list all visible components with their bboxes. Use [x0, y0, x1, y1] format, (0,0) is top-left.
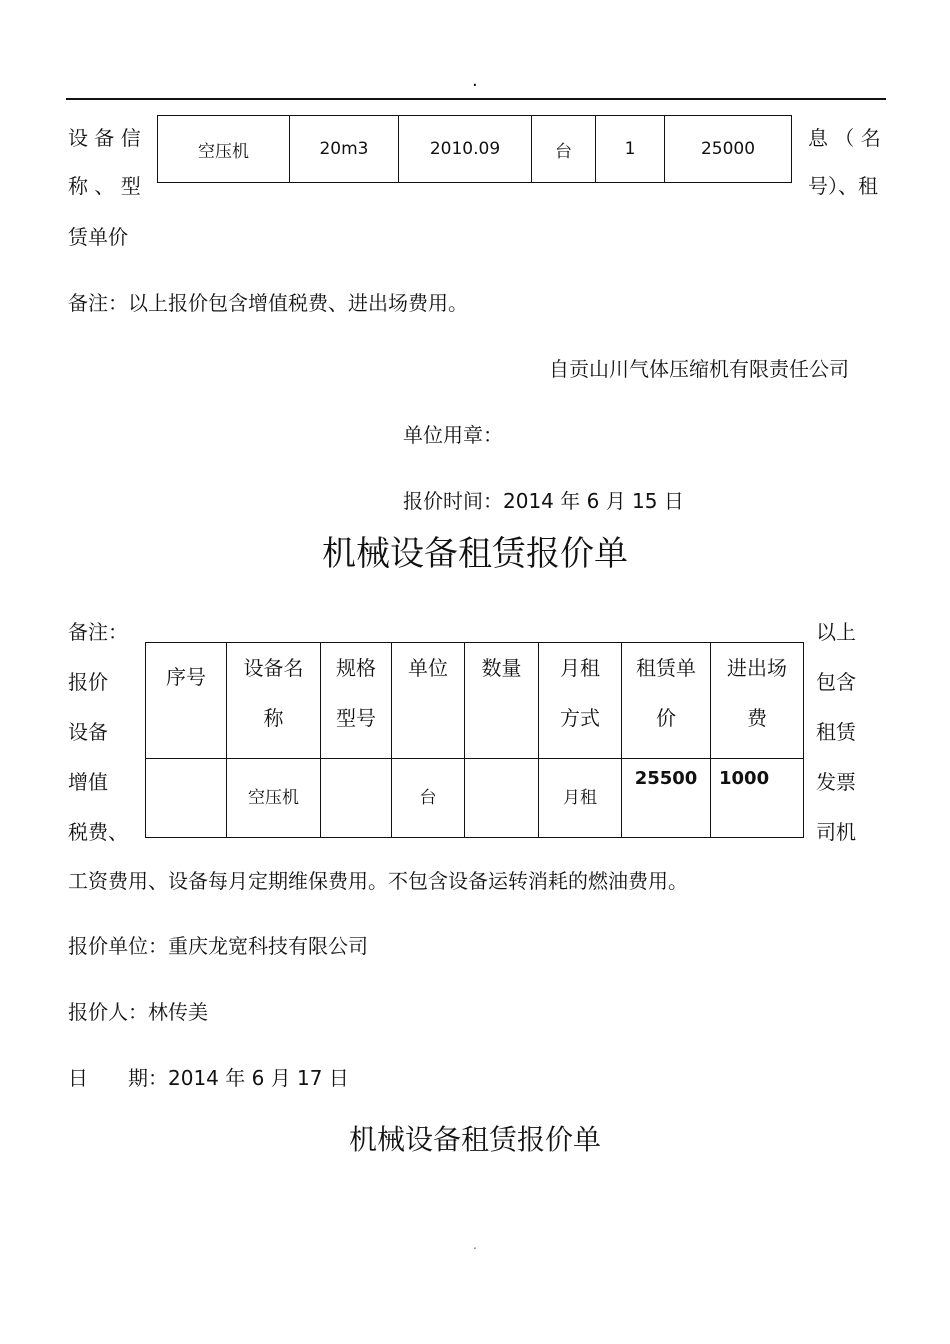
- s2-right-line-2: 包含: [816, 670, 856, 694]
- th-line: 数量: [481, 656, 522, 680]
- s1-right-line-2: 号）、租: [808, 174, 878, 198]
- header-mark: .: [472, 70, 478, 91]
- th-rent-method: [539, 643, 622, 759]
- th-line: 型号: [336, 706, 376, 730]
- th-index: [146, 643, 227, 759]
- th-line: 规格: [336, 656, 376, 680]
- s2-quoter-unit: 报价单位：重庆龙宽科技有限公司: [68, 934, 368, 958]
- th-line: 设备名: [243, 656, 304, 680]
- cell-date: 2010.09: [399, 116, 532, 183]
- header-rule: [66, 98, 886, 100]
- s2-right-line-1: 以上: [816, 620, 856, 644]
- td-rent-price: 25500: [622, 759, 711, 838]
- s1-seal-label: 单位用章：: [403, 423, 503, 447]
- s2-left-line-4: 增值: [68, 770, 108, 794]
- s1-left-line-2: 称 、 型: [68, 174, 141, 198]
- th-line: 称: [263, 706, 284, 730]
- th-transport-fee: [711, 643, 804, 759]
- s2-quoter-person: 报价人：林传美: [68, 1000, 208, 1024]
- s1-date: 报价时间：2014 年 6 月 15 日: [403, 489, 684, 513]
- td-transport-fee: 1000: [711, 759, 804, 838]
- page-title: 机械设备租赁报价单: [322, 534, 628, 574]
- th-line: 进出场: [727, 656, 787, 680]
- td-unit: 台: [392, 759, 465, 838]
- section-title: 机械设备租赁报价单: [348, 1123, 601, 1156]
- s2-left-line-2: 报价: [68, 670, 108, 694]
- cell-price: 25000: [665, 116, 792, 183]
- s2-left-line-5: 税费、: [68, 820, 128, 844]
- th-line: 方式: [560, 706, 600, 730]
- th-line: 租赁单: [636, 656, 696, 680]
- th-unit: [392, 643, 465, 759]
- s2-left-line-3: 设备: [68, 720, 108, 744]
- quotation-table: [145, 642, 804, 838]
- th-rent-price: [622, 643, 711, 759]
- td-index: [146, 759, 227, 838]
- s2-right-line-5: 司机: [816, 820, 856, 844]
- th-line: 月租: [560, 656, 600, 680]
- th-line: 费: [747, 706, 767, 730]
- th-spec: [321, 643, 392, 759]
- cell-equipment-name: 空压机: [158, 116, 290, 183]
- td-rent-method: 月租: [539, 759, 622, 838]
- cell-spec: 20m3: [290, 116, 399, 183]
- footer-mark: .: [473, 1238, 477, 1252]
- th-quantity: [465, 643, 539, 759]
- equipment-table-1: [157, 115, 792, 183]
- table-header-row: [146, 643, 804, 759]
- s1-left-line-3: 赁单价: [68, 225, 128, 249]
- s1-left-line-1: 设 备 信: [68, 126, 141, 150]
- table-row: [158, 116, 792, 183]
- th-equipment-name: [227, 643, 321, 759]
- s2-left-line-1: 备注：: [68, 620, 128, 644]
- s2-right-line-4: 发票: [816, 770, 856, 794]
- td-quantity: [465, 759, 539, 838]
- s2-right-line-3: 租赁: [816, 720, 856, 744]
- s2-remark-continued: 工资费用、设备每月定期维保费用。不包含设备运转消耗的燃油费用。: [68, 869, 688, 893]
- s1-company: 自贡山川气体压缩机有限责任公司: [549, 357, 849, 381]
- s1-remark: 备注：以上报价包含增值税费、进出场费用。: [68, 291, 468, 315]
- td-spec: [321, 759, 392, 838]
- cell-unit: 台: [532, 116, 596, 183]
- th-index-text: 序号: [166, 665, 206, 689]
- s2-date: 日 期：2014 年 6 月 17 日: [68, 1066, 349, 1090]
- s1-right-line-1: 息 （ 名: [808, 126, 881, 150]
- th-line: 价: [656, 706, 676, 730]
- td-equipment-name: 空压机: [227, 759, 321, 838]
- cell-quantity: 1: [596, 116, 665, 183]
- table-row: [146, 759, 804, 838]
- th-line: 单位: [408, 656, 448, 680]
